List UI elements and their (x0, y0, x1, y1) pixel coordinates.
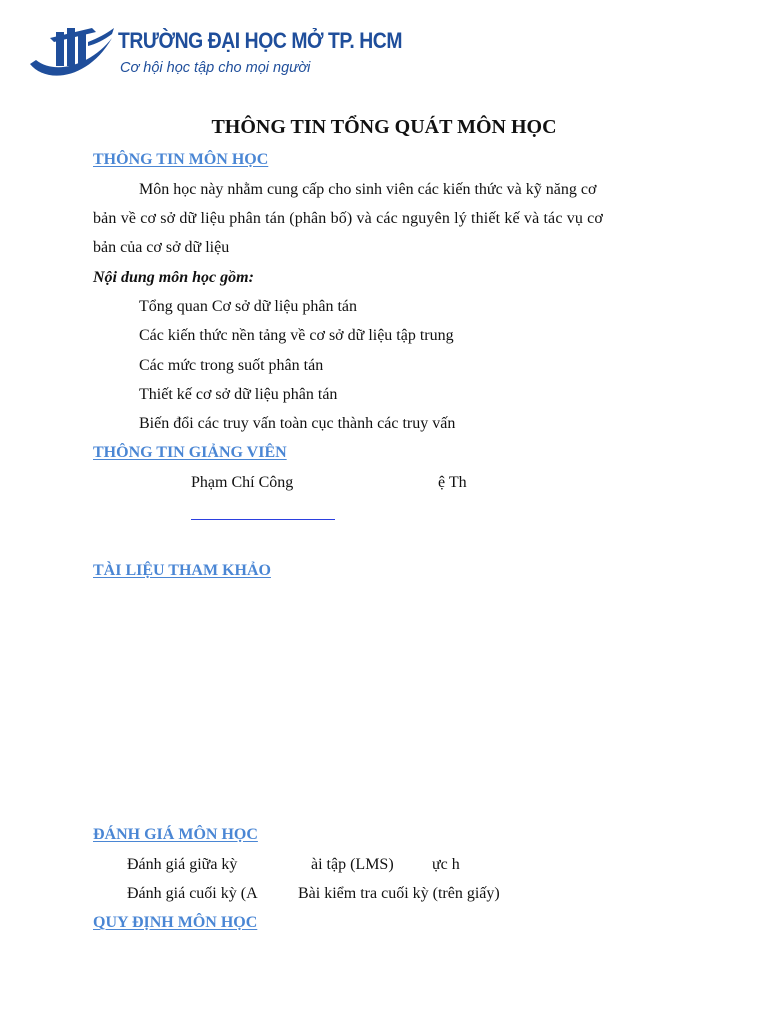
content-item: Biến đổi các truy vấn toàn cục thành các truy vấn (139, 415, 456, 432)
logo-emblem-icon (26, 20, 116, 90)
lecturer-name: Phạm Chí Công (191, 474, 294, 491)
heading-references: TÀI LIỆU THAM KHẢO (93, 562, 271, 579)
content-item: Tổng quan Cơ sở dữ liệu phân tán (139, 298, 358, 315)
content-label: Nội dung môn học gồm: (93, 269, 254, 286)
content-item: Các kiến thức nền tảng về cơ sở dữ liệu tập trung (139, 327, 454, 344)
university-logo (26, 20, 403, 90)
heading-lecturer: THÔNG TIN GIẢNG VIÊN (93, 444, 287, 461)
heading-rules: QUY ĐỊNH MÔN HỌC (93, 914, 258, 931)
assessment-final-method: Bài kiểm tra cuối kỳ (trên giấy) (298, 885, 500, 902)
content-item: Các mức trong suốt phân tán (139, 357, 324, 374)
content-item: Thiết kế cơ sở dữ liệu phân tán (139, 386, 338, 403)
assessment-midterm-label: Đánh giá giữa kỳ (127, 856, 238, 873)
heading-assessment: ĐÁNH GIÁ MÔN HỌC (93, 826, 258, 843)
assessment-midterm-method: ài tập (LMS) (311, 856, 394, 873)
logo-slogan: Cơ hội học tập cho mọi người (120, 60, 311, 76)
intro-line-3: bản của cơ sở dữ liệu (93, 239, 230, 256)
assessment-midterm-extra: ực h (432, 856, 460, 873)
lecturer-email-link[interactable] (191, 519, 335, 520)
lecturer-fragment: ệ Th (438, 474, 467, 491)
document-title: THÔNG TIN TỔNG QUÁT MÔN HỌC (211, 116, 557, 138)
assessment-final-label: Đánh giá cuối kỳ (A (127, 885, 258, 902)
heading-course-info: THÔNG TIN MÔN HỌC (93, 151, 269, 168)
logo-title: TRƯỜNG ĐẠI HỌC MỞ TP. HCM (118, 28, 403, 53)
intro-line-2: bản về cơ sở dữ liệu phân tán (phân bố) và các nguyên lý thiết kế và tác vụ cơ (93, 210, 604, 227)
intro-line-1: Môn học này nhằm cung cấp cho sinh viên các kiến thức và kỹ năng cơ (139, 181, 597, 198)
